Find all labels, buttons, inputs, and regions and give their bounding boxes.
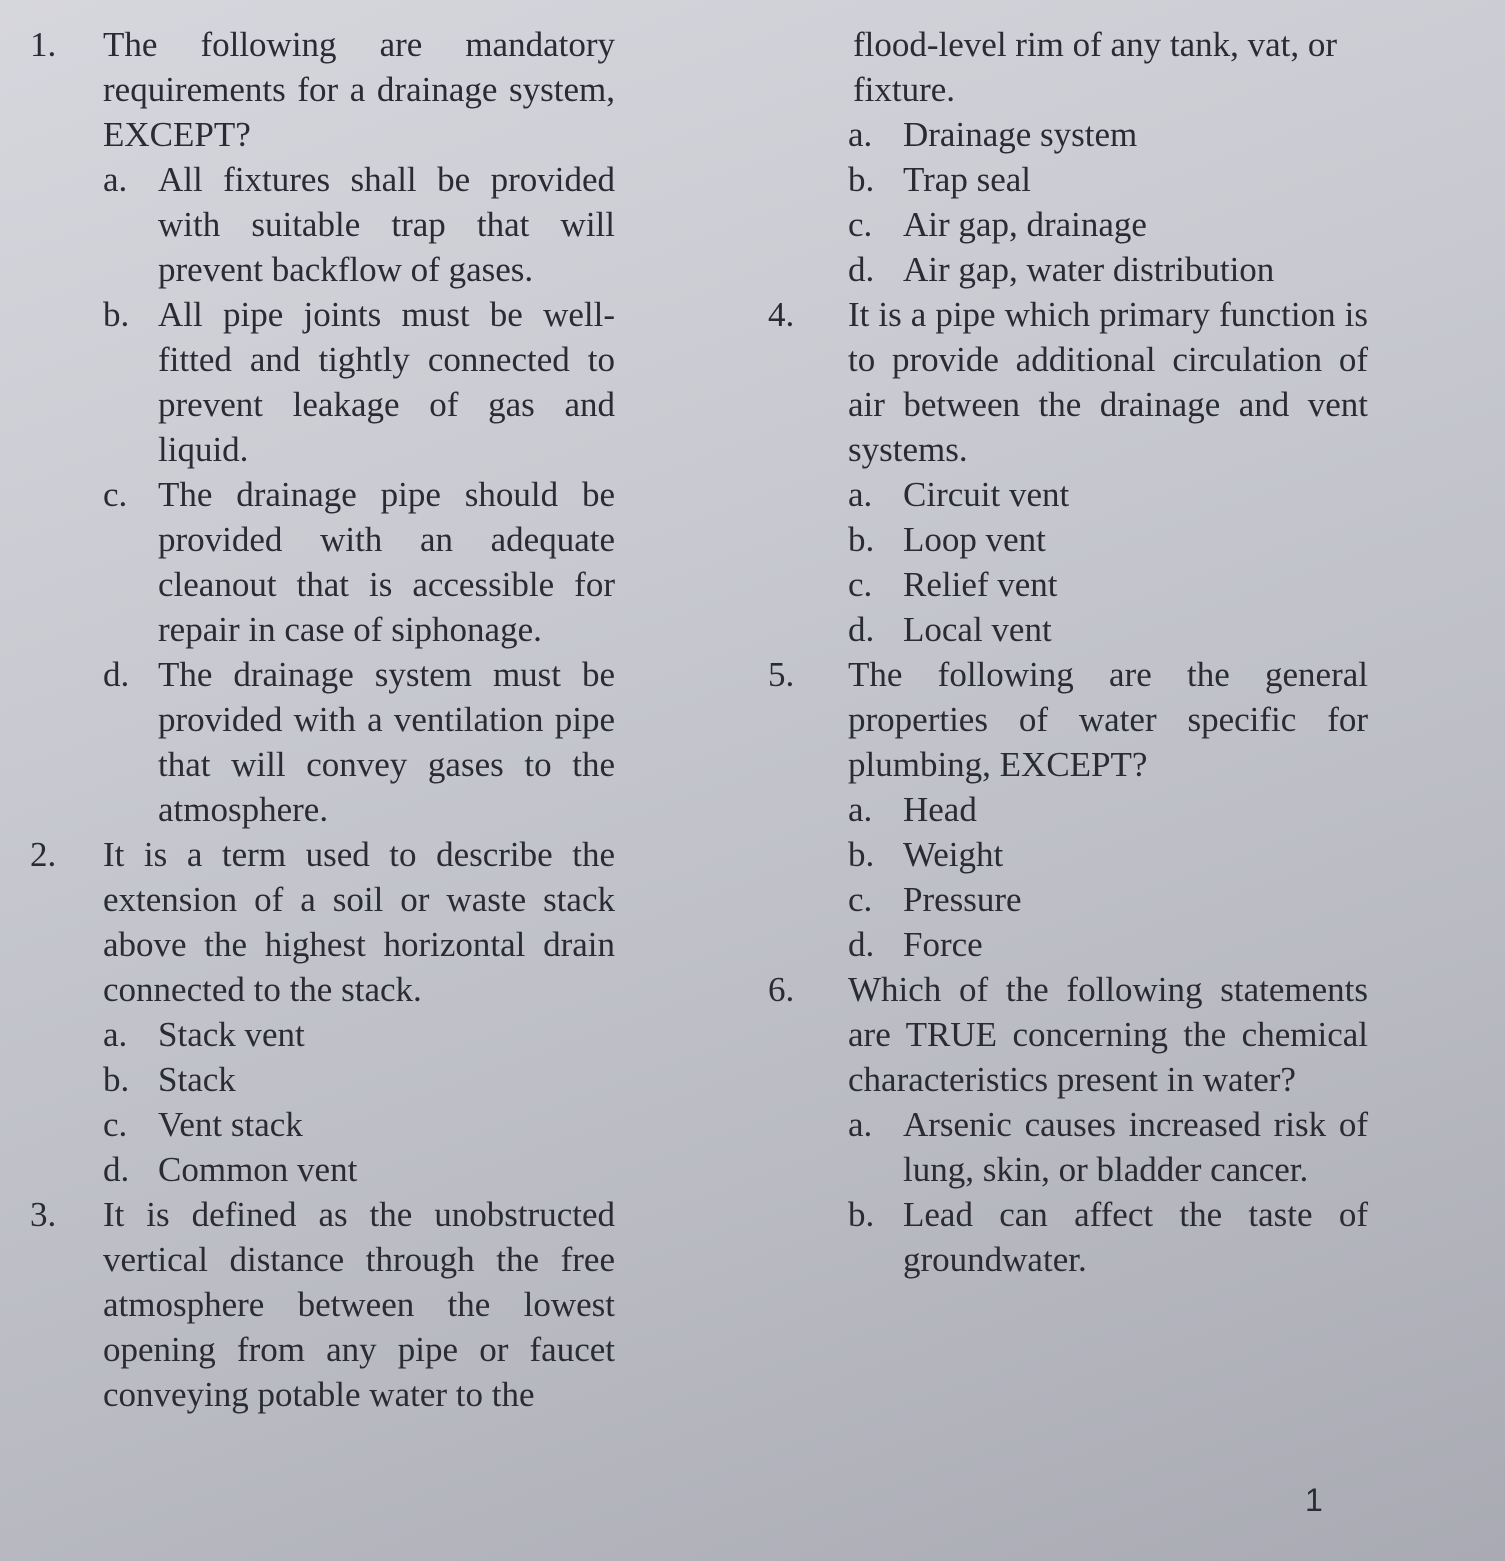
question-1 [30, 22, 615, 832]
option-letter: a. [848, 1105, 873, 1144]
question-text: It is defined as the unobstructed vertical distance through the free atmosphere between the lowest opening from any pipe or faucet conveying potable water to the [103, 1195, 615, 1414]
option-text: Weight [903, 835, 1004, 874]
option-text: Circuit vent [903, 475, 1070, 514]
option-b [848, 832, 1368, 877]
option-list [103, 157, 615, 832]
option-d [103, 1147, 615, 1192]
question-4 [768, 292, 1368, 652]
option-letter: d. [848, 250, 875, 289]
question-text: Which of the following statements are TRUE concerning the chemical characteristics present in water? [848, 970, 1368, 1099]
option-list [848, 787, 1368, 967]
option-letter: b. [848, 835, 875, 874]
option-a [848, 472, 1368, 517]
option-text: Head [903, 790, 977, 829]
question-number: 1. [30, 25, 57, 64]
option-d [848, 247, 1368, 292]
option-letter: a. [848, 475, 873, 514]
option-c [103, 1102, 615, 1147]
option-text: All pipe joints must be well-fitted and tightly connected to prevent leakage of gas and liquid. [158, 295, 615, 469]
option-text: Pressure [903, 880, 1022, 919]
option-letter: c. [103, 475, 128, 514]
option-c [848, 877, 1368, 922]
option-letter: a. [848, 115, 873, 154]
option-letter: b. [103, 295, 130, 334]
option-letter: a. [848, 790, 873, 829]
option-letter: d. [103, 655, 130, 694]
question-3-continuation: flood-level rim of any tank, vat, or fixture. [853, 25, 1338, 109]
question-2 [30, 832, 615, 1192]
right-column [768, 22, 1368, 1282]
option-text: All fixtures shall be provided with suitable trap that will prevent backflow of gases. [158, 160, 615, 289]
option-letter: d. [848, 610, 875, 649]
question-number: 4. [768, 295, 795, 334]
option-text: Vent stack [158, 1105, 303, 1144]
option-letter: b. [848, 520, 875, 559]
option-text: Force [903, 925, 983, 964]
left-column [30, 22, 615, 1417]
option-d [848, 607, 1368, 652]
option-a [848, 1102, 1368, 1192]
option-text: Trap seal [903, 160, 1032, 199]
question-number: 6. [768, 970, 795, 1009]
option-text: Arsenic causes increased risk of lung, skin, or bladder cancer. [903, 1105, 1368, 1189]
option-text: Air gap, drainage [903, 205, 1147, 244]
option-letter: b. [103, 1060, 130, 1099]
option-text: Loop vent [903, 520, 1046, 559]
option-letter: d. [848, 925, 875, 964]
option-letter: b. [848, 1195, 875, 1234]
option-letter: b. [848, 160, 875, 199]
question-number: 3. [30, 1195, 57, 1234]
option-a [848, 787, 1368, 832]
question-text: The following are mandatory requirements for a drainage system, EXCEPT? [103, 25, 615, 154]
option-text: The drainage pipe should be provided with an adequate cleanout that is accessible for repair in case of siphonage. [158, 475, 615, 649]
option-c [848, 562, 1368, 607]
option-list [103, 1012, 615, 1192]
question-text: It is a term used to describe the extension of a soil or waste stack above the highest horizontal drain connected to the stack. [103, 835, 615, 1009]
option-text: Lead can affect the taste of groundwater. [903, 1195, 1368, 1279]
question-number: 5. [768, 655, 795, 694]
option-a [103, 1012, 615, 1057]
question-5 [768, 652, 1368, 967]
option-b [848, 517, 1368, 562]
option-text: Stack [158, 1060, 236, 1099]
question-3 [30, 1192, 615, 1417]
option-c [848, 202, 1368, 247]
option-b [848, 1192, 1368, 1282]
option-b [103, 292, 615, 472]
option-list [848, 1102, 1368, 1282]
question-text: The following are the general properties of water specific for plumbing, EXCEPT? [848, 655, 1368, 784]
option-a [848, 112, 1368, 157]
question-number: 2. [30, 835, 57, 874]
option-text: Relief vent [903, 565, 1058, 604]
option-text: Air gap, water distribution [903, 250, 1275, 289]
option-text: Common vent [158, 1150, 358, 1189]
question-text: It is a pipe which primary function is to provide additional circulation of air between the drainage and vent systems. [848, 295, 1368, 469]
option-d [848, 922, 1368, 967]
option-text: Local vent [903, 610, 1052, 649]
question-3-option-list [848, 112, 1368, 292]
option-a [103, 157, 615, 292]
option-d [103, 652, 615, 832]
option-letter: c. [103, 1105, 128, 1144]
option-b [103, 1057, 615, 1102]
option-letter: c. [848, 565, 873, 604]
option-text: Drainage system [903, 115, 1138, 154]
option-letter: a. [103, 1015, 128, 1054]
option-text: Stack vent [158, 1015, 305, 1054]
option-list [848, 472, 1368, 652]
option-letter: d. [103, 1150, 130, 1189]
option-c [103, 472, 615, 652]
option-letter: c. [848, 205, 873, 244]
question-6 [768, 967, 1368, 1282]
option-letter: c. [848, 880, 873, 919]
page-number: 1 [1305, 1482, 1323, 1518]
option-letter: a. [103, 160, 128, 199]
option-b [848, 157, 1368, 202]
option-text: The drainage system must be provided with a ventilation pipe that will convey gases to the atmosphere. [158, 655, 615, 829]
